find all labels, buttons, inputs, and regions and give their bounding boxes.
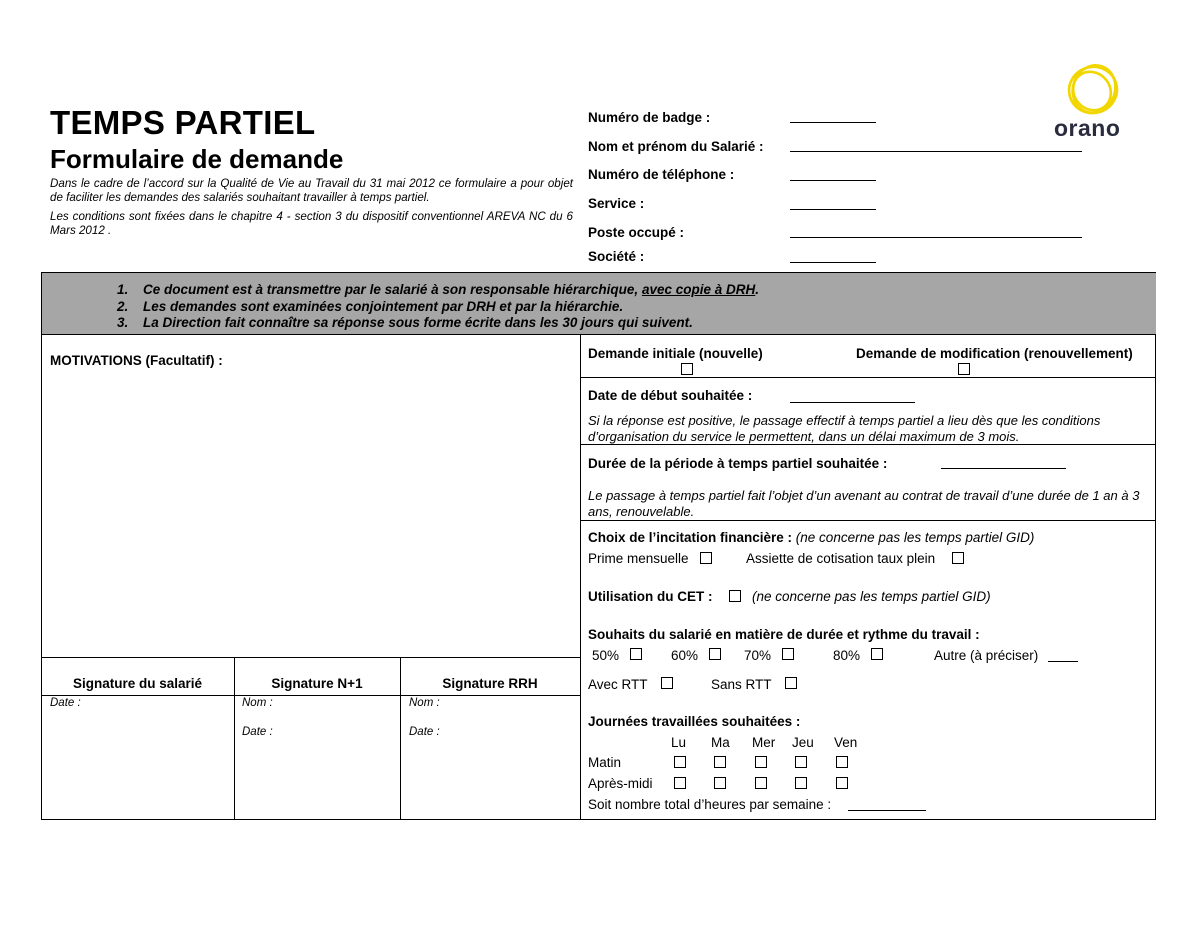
- matin-ma-checkbox[interactable]: [714, 756, 726, 768]
- divider: [580, 377, 1156, 378]
- instructions-box: [42, 273, 1156, 335]
- pct70-label: 70%: [744, 648, 772, 663]
- motivations-label: MOTIVATIONS (Facultatif) :: [50, 353, 223, 368]
- pct80-checkbox[interactable]: [871, 648, 883, 660]
- pct60-checkbox[interactable]: [709, 648, 721, 660]
- assiette-checkbox[interactable]: [952, 552, 964, 564]
- apres-midi-jeu-checkbox[interactable]: [795, 777, 807, 789]
- pct50-checkbox[interactable]: [630, 648, 642, 660]
- matin-mer-checkbox[interactable]: [755, 756, 767, 768]
- sig-salarie-header: Signature du salarié: [72, 676, 203, 691]
- apres-midi-lu-checkbox[interactable]: [674, 777, 686, 789]
- sans-rtt-checkbox[interactable]: [785, 677, 797, 689]
- divider: [580, 444, 1156, 445]
- apres-midi-mer-checkbox[interactable]: [755, 777, 767, 789]
- sig-rrh-header: Signature RRH: [442, 676, 538, 691]
- avec-rtt-checkbox[interactable]: [661, 677, 673, 689]
- poste-label: Poste occupé :: [588, 225, 685, 240]
- instruction-item: 3. La Direction fait connaître sa réponse sous forme écrite dans les 30 jours qui suivent.: [117, 315, 693, 330]
- badge-label: Numéro de badge :: [588, 110, 711, 125]
- intro-paragraph-1: Dans le cadre de l’accord sur la Qualité de Vie au Travail du 31 mai 2012 ce formulaire a pour objet de faciliter les demandes des salariés souhaitant travailler à temps partiel.: [50, 177, 573, 204]
- date-debut-field[interactable]: [790, 402, 915, 403]
- sans-rtt-label: Sans RTT: [711, 677, 772, 692]
- signature-header-line: [41, 695, 580, 696]
- date-debut-label: Date de début souhaitée :: [588, 388, 753, 403]
- service-label: Service :: [588, 196, 645, 211]
- sig-n1-header: Signature N+1: [271, 676, 363, 691]
- page-subtitle: Formulaire de demande: [50, 144, 344, 174]
- apres-midi-ma-checkbox[interactable]: [714, 777, 726, 789]
- duree-note: Le passage à temps partiel fait l’objet d’un avenant au contrat de travail d’une durée de 1 an à 3 ans, renouvelable.: [588, 488, 1140, 519]
- pct70-checkbox[interactable]: [782, 648, 794, 660]
- cet-note: (ne concerne pas les temps partiel GID): [752, 589, 991, 604]
- souhaits-label: Souhaits du salarié en matière de durée et rythme du travail :: [588, 627, 980, 642]
- logo-text: orano: [1054, 115, 1121, 141]
- cet-checkbox[interactable]: [729, 590, 741, 602]
- matin-jeu-checkbox[interactable]: [795, 756, 807, 768]
- motivations-area[interactable]: [48, 372, 574, 652]
- total-heures-field[interactable]: [848, 810, 926, 811]
- signature-top-line: [41, 657, 580, 658]
- name-label: Nom et prénom du Salarié :: [588, 139, 764, 154]
- poste-field[interactable]: [790, 237, 1082, 238]
- duree-field[interactable]: [941, 468, 1066, 469]
- sig-rrh-nom: Nom :: [409, 697, 440, 709]
- prime-checkbox[interactable]: [700, 552, 712, 564]
- pct80-label: 80%: [833, 648, 861, 663]
- date-debut-note: Si la réponse est positive, le passage effectif à temps partiel a lieu dès que les conditions d’organisation du service le permettent, dans un délai maximum de 3 mois.: [588, 413, 1101, 444]
- sig-n1-nom: Nom :: [242, 697, 273, 709]
- journees-label: Journées travaillées souhaitées :: [588, 714, 801, 729]
- prime-label: Prime mensuelle: [588, 551, 689, 566]
- instruction-item: 1. Ce document est à transmettre par le salarié à son responsable hiérarchique, avec copie à DRH.: [117, 282, 760, 297]
- autre-field[interactable]: [1048, 661, 1078, 662]
- column-divider: [580, 335, 581, 820]
- cet-label: Utilisation du CET :: [588, 589, 713, 604]
- page-title: TEMPS PARTIEL: [50, 104, 316, 141]
- apres-midi-ven-checkbox[interactable]: [836, 777, 848, 789]
- phone-field[interactable]: [790, 180, 876, 181]
- total-heures-label: Soit nombre total d’heures par semaine :: [588, 797, 832, 812]
- societe-field[interactable]: [790, 262, 876, 263]
- service-field[interactable]: [790, 209, 876, 210]
- avec-rtt-label: Avec RTT: [588, 677, 648, 692]
- day-lu: Lu: [671, 735, 687, 750]
- incitation-row: Choix de l’incitation financière : (ne concerne pas les temps partiel GID): [588, 530, 1035, 545]
- demande-modif-label: Demande de modification (renouvellement): [856, 346, 1133, 361]
- pct50-label: 50%: [592, 648, 620, 663]
- name-field[interactable]: [790, 151, 1082, 152]
- day-ven: Ven: [834, 735, 858, 750]
- day-jeu: Jeu: [792, 735, 814, 750]
- badge-field[interactable]: [790, 122, 876, 123]
- phone-label: Numéro de téléphone :: [588, 167, 735, 182]
- sig-n1-date: Date :: [242, 726, 273, 738]
- demande-initiale-label: Demande initiale (nouvelle): [588, 346, 763, 361]
- matin-label: Matin: [588, 755, 622, 770]
- demande-modif-checkbox[interactable]: [958, 363, 970, 375]
- instruction-item: 2. Les demandes sont examinées conjointement par DRH et par la hiérarchie.: [117, 298, 624, 314]
- instructions-list: [117, 282, 759, 332]
- divider: [580, 520, 1156, 521]
- day-mer: Mer: [752, 735, 776, 750]
- intro-paragraph-2: Les conditions sont fixées dans le chapitre 4 - section 3 du dispositif conventionnel AREVA NC du 6 Mars 2012 .: [50, 210, 573, 237]
- assiette-label: Assiette de cotisation taux plein: [746, 551, 936, 566]
- sig-salarie-date: Date :: [50, 697, 81, 709]
- day-ma: Ma: [711, 735, 730, 750]
- demande-initiale-checkbox[interactable]: [681, 363, 693, 375]
- sig-rrh-date: Date :: [409, 726, 440, 738]
- matin-ven-checkbox[interactable]: [836, 756, 848, 768]
- societe-label: Société :: [588, 249, 645, 264]
- duree-label: Durée de la période à temps partiel souhaitée :: [588, 456, 888, 471]
- pct60-label: 60%: [671, 648, 699, 663]
- apres-midi-label: Après-midi: [588, 776, 653, 791]
- matin-lu-checkbox[interactable]: [674, 756, 686, 768]
- autre-label: Autre (à préciser): [934, 648, 1039, 663]
